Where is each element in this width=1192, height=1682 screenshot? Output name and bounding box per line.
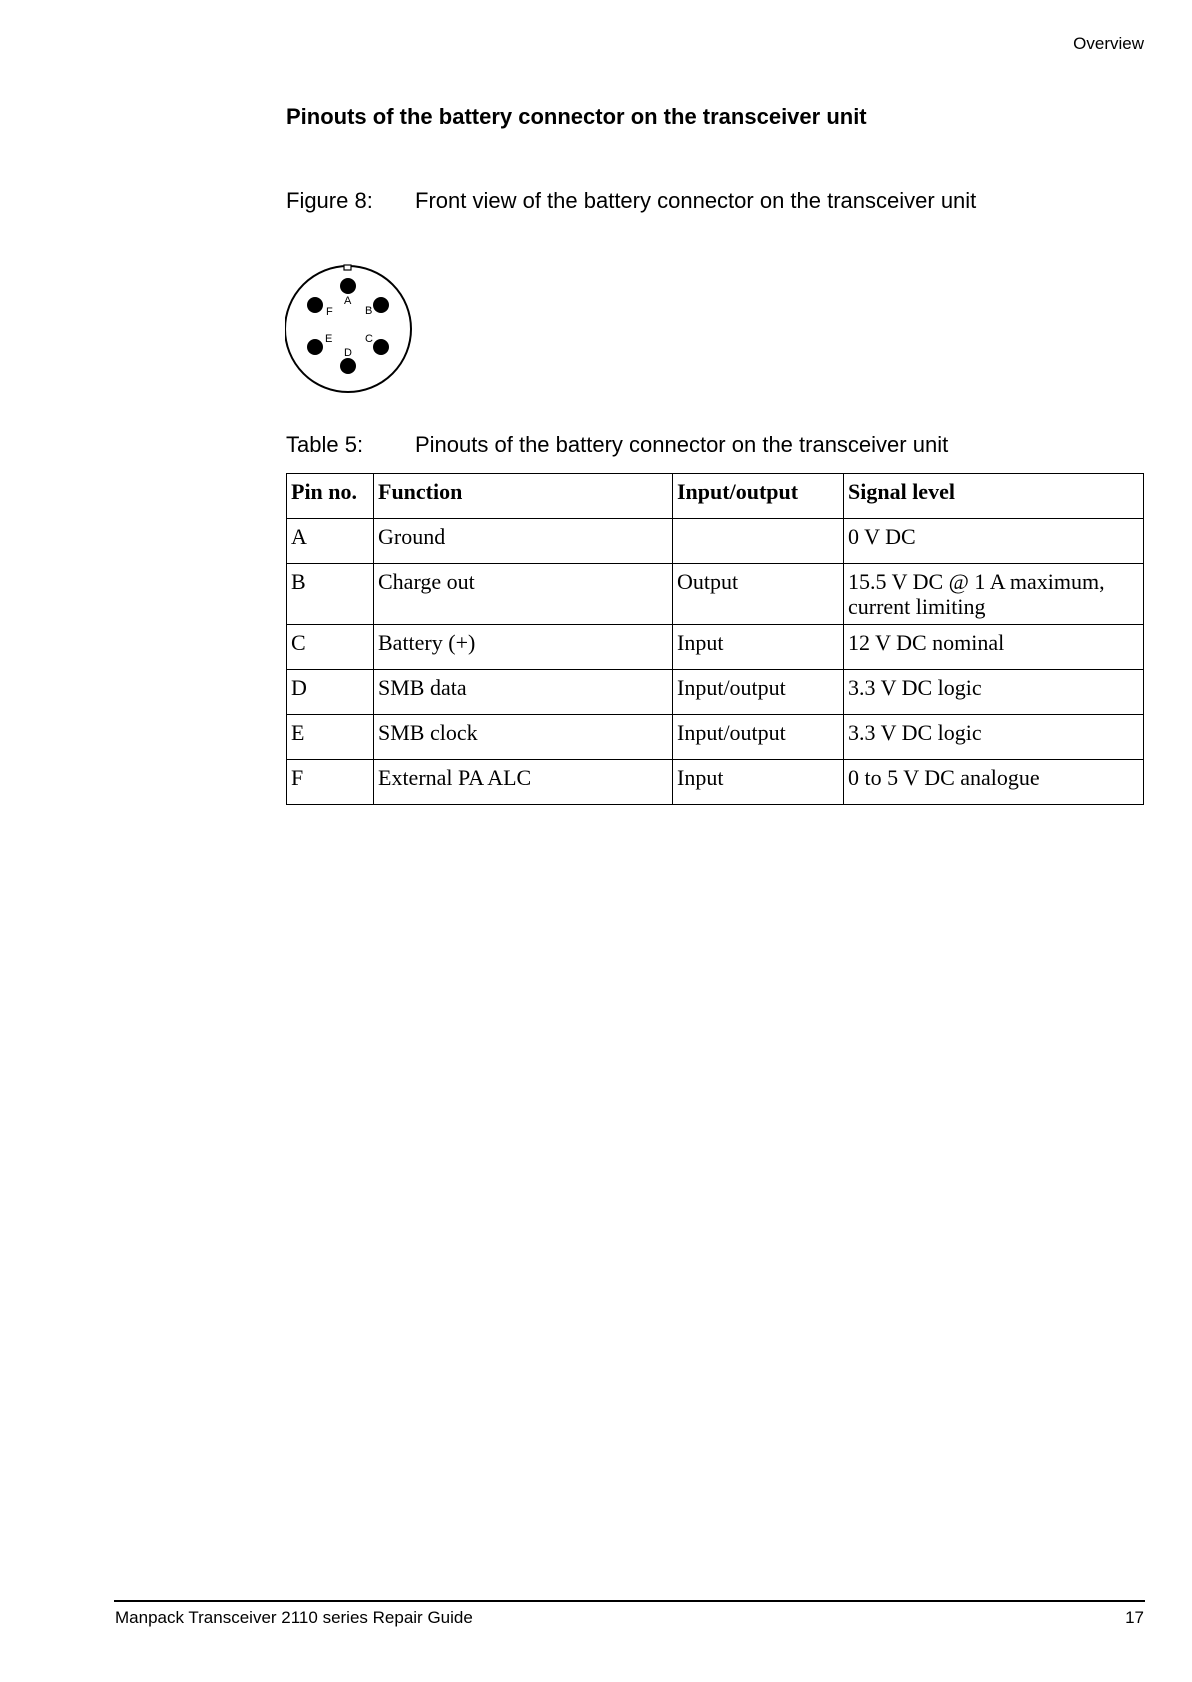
battery-connector-diagram [285, 262, 415, 396]
cell-io [673, 519, 844, 564]
cell-pin: B [287, 564, 374, 625]
pinout-table [286, 473, 1144, 805]
connector-key [344, 265, 351, 270]
running-header: Overview [1073, 34, 1144, 53]
figure-caption [286, 188, 976, 214]
cell-signal: 0 to 5 V DC analogue [844, 760, 1144, 805]
figure-label: Figure 8: [286, 188, 373, 213]
cell-signal: 3.3 V DC logic [844, 715, 1144, 760]
pin-e-label: E [325, 333, 333, 345]
cell-io: Input [673, 760, 844, 805]
footer-rule [114, 1600, 1145, 1602]
header-pin: Pin no. [287, 474, 374, 519]
pin-c-dot [373, 339, 389, 355]
pin-d-dot [340, 358, 356, 374]
section-heading: Pinouts of the battery connector on the transceiver unit [286, 104, 867, 129]
cell-function: Ground [374, 519, 673, 564]
cell-io: Input [673, 625, 844, 670]
table-row [287, 625, 1144, 670]
table-row [287, 519, 1144, 564]
cell-function: Battery (+) [374, 625, 673, 670]
cell-pin: C [287, 625, 374, 670]
header-function: Function [374, 474, 673, 519]
pin-e-dot [307, 339, 323, 355]
cell-pin: F [287, 760, 374, 805]
cell-signal: 12 V DC nominal [844, 625, 1144, 670]
table-row [287, 715, 1144, 760]
table-caption-text: Pinouts of the battery connector on the transceiver unit [415, 432, 949, 457]
header-signal: Signal level [844, 474, 1144, 519]
table-caption [286, 432, 948, 458]
pin-b-label: B [365, 305, 373, 317]
cell-io: Output [673, 564, 844, 625]
cell-signal: 3.3 V DC logic [844, 670, 1144, 715]
footer-title: Manpack Transceiver 2110 series Repair Guide [115, 1608, 473, 1627]
connector-svg [285, 262, 415, 396]
cell-function: Charge out [374, 564, 673, 625]
table-row [287, 670, 1144, 715]
pin-a-label: A [344, 295, 352, 307]
cell-pin: A [287, 519, 374, 564]
pin-f-label: F [326, 306, 333, 318]
table-header-row [287, 474, 1144, 519]
pin-c-label: C [365, 333, 373, 345]
cell-io: Input/output [673, 715, 844, 760]
cell-pin: E [287, 715, 374, 760]
cell-signal: 0 V DC [844, 519, 1144, 564]
cell-function: External PA ALC [374, 760, 673, 805]
table-label: Table 5: [286, 432, 364, 457]
table-row [287, 564, 1144, 625]
header-io: Input/output [673, 474, 844, 519]
pin-d-label: D [344, 347, 352, 359]
pin-f-dot [307, 297, 323, 313]
page-number: 17 [1125, 1608, 1144, 1627]
cell-function: SMB data [374, 670, 673, 715]
cell-pin: D [287, 670, 374, 715]
pin-a-dot [340, 278, 356, 294]
pin-b-dot [373, 297, 389, 313]
cell-io: Input/output [673, 670, 844, 715]
figure-caption-text: Front view of the battery connector on the transceiver unit [415, 188, 977, 213]
table-row [287, 760, 1144, 805]
cell-function: SMB clock [374, 715, 673, 760]
cell-signal: 15.5 V DC @ 1 A maximum, current limiting [844, 564, 1144, 625]
